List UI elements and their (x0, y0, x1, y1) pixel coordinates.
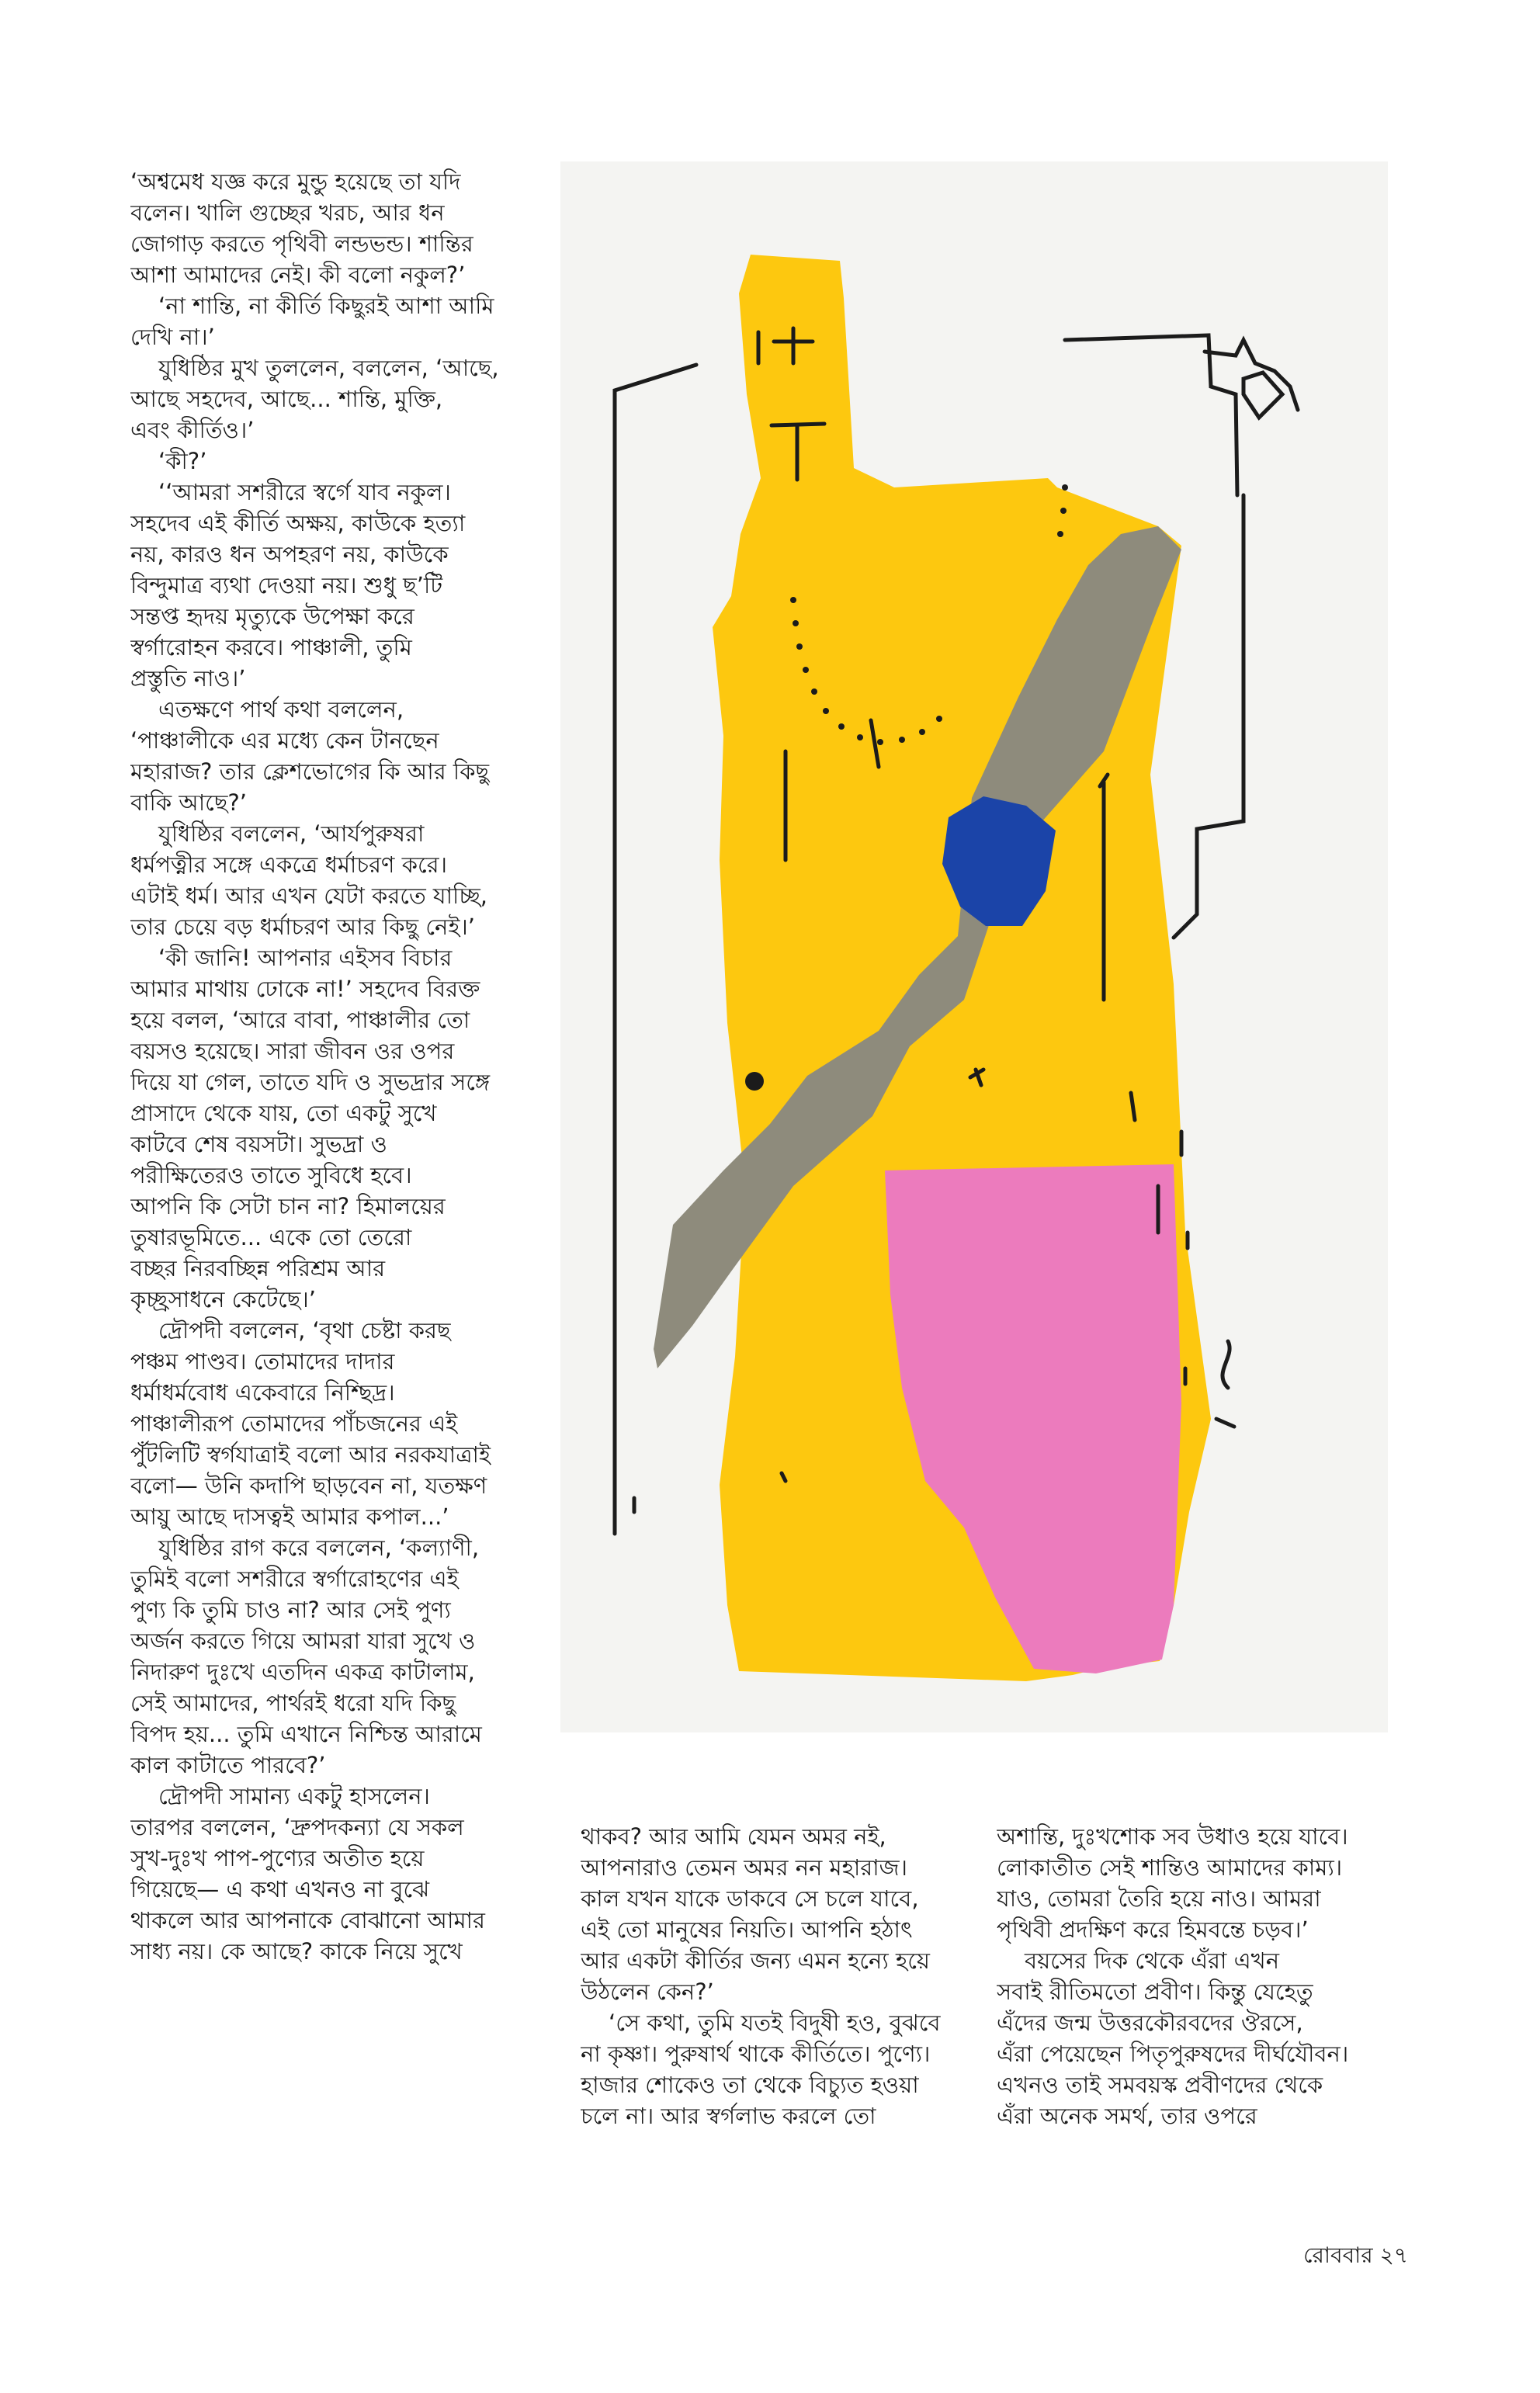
text-line: বয়সের দিক থেকে এঁরা এখন (1025, 1947, 1280, 1974)
text-line: দ্রৌপদী সামান্য একটু হাসলেন। (158, 1783, 430, 1809)
text-line: বলো— উনি কদাপি ছাড়বেন না, যতক্ষণ (130, 1472, 487, 1499)
text-line: গিয়েছে— এ কথা এখনও না বুঝে (130, 1876, 430, 1902)
text-line: প্রাসাদে থেকে যায়, তো একটু সুখে (130, 1100, 437, 1126)
text-line: নয়, কারও ধন অপহরণ নয়, কাউকে (130, 541, 449, 567)
text-line: ‘কী?’ (158, 448, 207, 474)
text-line: দ্রৌপদী বললেন, ‘বৃথা চেষ্টা করছ (158, 1317, 451, 1344)
text-line: তুমিই বলো সশরীরে স্বর্গারোহণের এই (130, 1566, 459, 1592)
text-line: চলে না। আর স্বর্গলাভ করলে তো (581, 2103, 876, 2129)
text-line: এখনও তাই সমবয়স্ক প্রবীণদের থেকে (997, 2072, 1323, 2098)
text-line: ‘কী জানি! আপনার এইসব বিচার (158, 945, 453, 971)
text-line: বয়সও হয়েছে। সারা জীবন ওর ওপর (130, 1038, 455, 1064)
text-line: আপনি কি সেটা চান না? হিমালয়ের (130, 1193, 446, 1219)
text-line: অশান্তি, দুঃখশোক সব উধাও হয়ে যাবে। (997, 1823, 1348, 1850)
text-line: আশা আমাদের নেই। কী বলো নকুল?’ (130, 262, 466, 288)
text-line: যাও, তোমরা তৈরি হয়ে নাও। আমরা (997, 1885, 1321, 1912)
text-line: দিয়ে যা গেল, তাতে যদি ও সুভদ্রার সঙ্গে (130, 1069, 491, 1095)
text-line: ‘না শান্তি, না কীর্তি কিছুরই আশা আমি (158, 293, 494, 319)
text-column-middle (581, 1821, 984, 2147)
text-line: পরীক্ষিতেরও তাতে সুবিধে হবে। (130, 1162, 412, 1188)
text-line: না কৃষ্ণা। পুরুষার্থ থাকে কীর্তিতে। পুণ্যে। (581, 2041, 931, 2067)
text-line: পুঁটলিটি স্বর্গযাত্রাই বলো আর নরকযাত্রাই (130, 1441, 491, 1468)
text-line: ‘সে কথা, তুমি যতই বিদুষী হও, বুঝবে (609, 2010, 941, 2036)
text-line: স্বর্গারোহন করবে। পাঞ্চালী, তুমি (130, 634, 412, 661)
text-line: যুধিষ্ঠির মুখ তুললেন, বললেন, ‘আছে, (158, 355, 499, 381)
text-line: এঁরা পেয়েছেন পিতৃপুরুষদের দীর্ঘযৌবন। (997, 2041, 1349, 2067)
text-line: এঁরা অনেক সমর্থ, তার ওপরে (997, 2103, 1257, 2129)
text-line: আছে সহদেব, আছে... শান্তি, মুক্তি, (130, 386, 443, 412)
text-line: তার চেয়ে বড় ধর্মাচরণ আর কিছু নেই।’ (130, 914, 476, 940)
text-line: বাকি আছে?’ (130, 789, 248, 816)
text-line: আমার মাথায় ঢোকে না!’ সহদেব বিরক্ত (130, 976, 480, 1002)
collage-illustration (560, 161, 1388, 1732)
text-line: উঠলেন কেন?’ (581, 1979, 714, 2005)
text-line: এঁদের জন্ম উত্তরকৌরবদের ঔরসে, (997, 2010, 1303, 2036)
text-line: সেই আমাদের, পার্থরই ধরো যদি কিছু (130, 1690, 456, 1716)
text-line: এই তো মানুষের নিয়তি। আপনি হঠাৎ (581, 1916, 913, 1943)
text-line: সন্তপ্ত হৃদয় মৃত্যুকে উপেক্ষা করে (130, 603, 414, 629)
text-line: ‘পাঞ্চালীকে এর মধ্যে কেন টানছেন (130, 727, 439, 754)
text-line: বিপদ হয়... তুমি এখানে নিশ্চিন্ত আরামে (130, 1721, 482, 1747)
text-line: পৃথিবী প্রদক্ষিণ করে হিমবন্তে চড়ব।’ (997, 1916, 1309, 1943)
text-line: কাল কাটাতে পারবে?’ (130, 1752, 326, 1778)
text-line: বিন্দুমাত্র ব্যথা দেওয়া নয়। শুধু ছ’টি (130, 572, 443, 598)
text-line: এটাই ধর্ম। আর এখন যেটা করতে যাচ্ছি, (130, 883, 488, 909)
text-line: এতক্ষণে পার্থ কথা বললেন, (158, 696, 404, 723)
text-line: ধর্মপত্নীর সঙ্গে একত্রে ধর্মাচরণ করে। (130, 851, 447, 878)
text-line: সবাই রীতিমতো প্রবীণ। কিন্তু যেহেতু (997, 1979, 1313, 2005)
text-line: লোকাতীত সেই শান্তিও আমাদের কাম্য। (997, 1854, 1343, 1881)
text-line: কৃচ্ছ্রসাধনে কেটেছে।’ (130, 1286, 316, 1313)
text-line: প্রস্তুতি নাও।’ (130, 665, 246, 692)
text-line: তুষারভূমিতে... একে তো তেরো (130, 1224, 412, 1250)
text-line: মহারাজ? তার ক্লেশভোগের কি আর কিছু (130, 758, 490, 785)
text-line: যুধিষ্ঠির বললেন, ‘আর্যপুরুষরা (158, 820, 425, 847)
text-line: তারপর বললেন, ‘দ্রুপদকন্যা যে সকল (130, 1814, 464, 1840)
text-line: ধর্মাধর্মবোধ একেবারে নিশ্ছিদ্র। (130, 1379, 395, 1406)
text-line: দেখি না।’ (130, 324, 215, 350)
page-footer: রোববার ২৭ (1303, 2242, 1408, 2268)
text-line: থাকব? আর আমি যেমন অমর নই, (581, 1823, 886, 1850)
text-line: হাজার শোকেও তা থেকে বিচ্যুত হওয়া (581, 2072, 919, 2098)
text-line: বচ্ছর নিরবচ্ছিন্ন পরিশ্রম আর (130, 1255, 386, 1281)
text-line: ‘অশ্বমেধ যজ্ঞ করে মুন্ডু হয়েছে তা যদি (130, 168, 461, 195)
text-line: আয়ু আছে দাসত্বই আমার কপাল...’ (130, 1503, 449, 1530)
text-line: বলেন। খালি গুচ্ছের খরচ, আর ধন (130, 199, 445, 226)
text-line: এবং কীর্তিও।’ (130, 417, 255, 443)
text-line: সুখ-দুঃখ পাপ-পুণ্যের অতীত হয়ে (130, 1845, 425, 1871)
text-line: কাল যখন যাকে ডাকবে সে চলে যাবে, (581, 1885, 919, 1912)
text-line: জোগাড় করতে পৃথিবী লন্ডভন্ড। শান্তির (130, 231, 473, 257)
text-line: আর একটা কীর্তির জন্য এমন হন্যে হয়ে (581, 1947, 930, 1974)
text-line: অর্জন করতে গিয়ে আমরা যারা সুখে ও (130, 1628, 476, 1654)
text-line: ‘‘আমরা সশরীরে স্বর্গে যাব নকুল। (158, 479, 451, 505)
text-line: হয়ে বলল, ‘আরে বাবা, পাঞ্চালীর তো (130, 1007, 470, 1033)
text-line: কাটবে শেষ বয়সটা। সুভদ্রা ও (130, 1131, 387, 1157)
text-column-right (997, 1821, 1416, 2147)
text-line: সাধ্য নয়। কে আছে? কাকে নিয়ে সুখে (130, 1938, 463, 1965)
text-line: পাঞ্চালীরূপ তোমাদের পাঁচজনের এই (130, 1410, 458, 1437)
text-column-left (130, 166, 534, 2231)
text-line: নিদারুণ দুঃখে এতদিন একত্র কাটালাম, (130, 1659, 475, 1685)
text-line: থাকলে আর আপনাকে বোঝানো আমার (130, 1907, 485, 1933)
text-line: যুধিষ্ঠির রাগ করে বললেন, ‘কল্যাণী, (158, 1535, 480, 1561)
text-line: সহদেব এই কীর্তি অক্ষয়, কাউকে হত্যা (130, 510, 466, 536)
text-line: পুণ্য কি তুমি চাও না? আর সেই পুণ্য (130, 1597, 451, 1623)
text-line: আপনারাও তেমন অমর নন মহারাজ। (581, 1854, 907, 1881)
text-line: পঞ্চম পাণ্ডব। তোমাদের দাদার (130, 1348, 395, 1375)
